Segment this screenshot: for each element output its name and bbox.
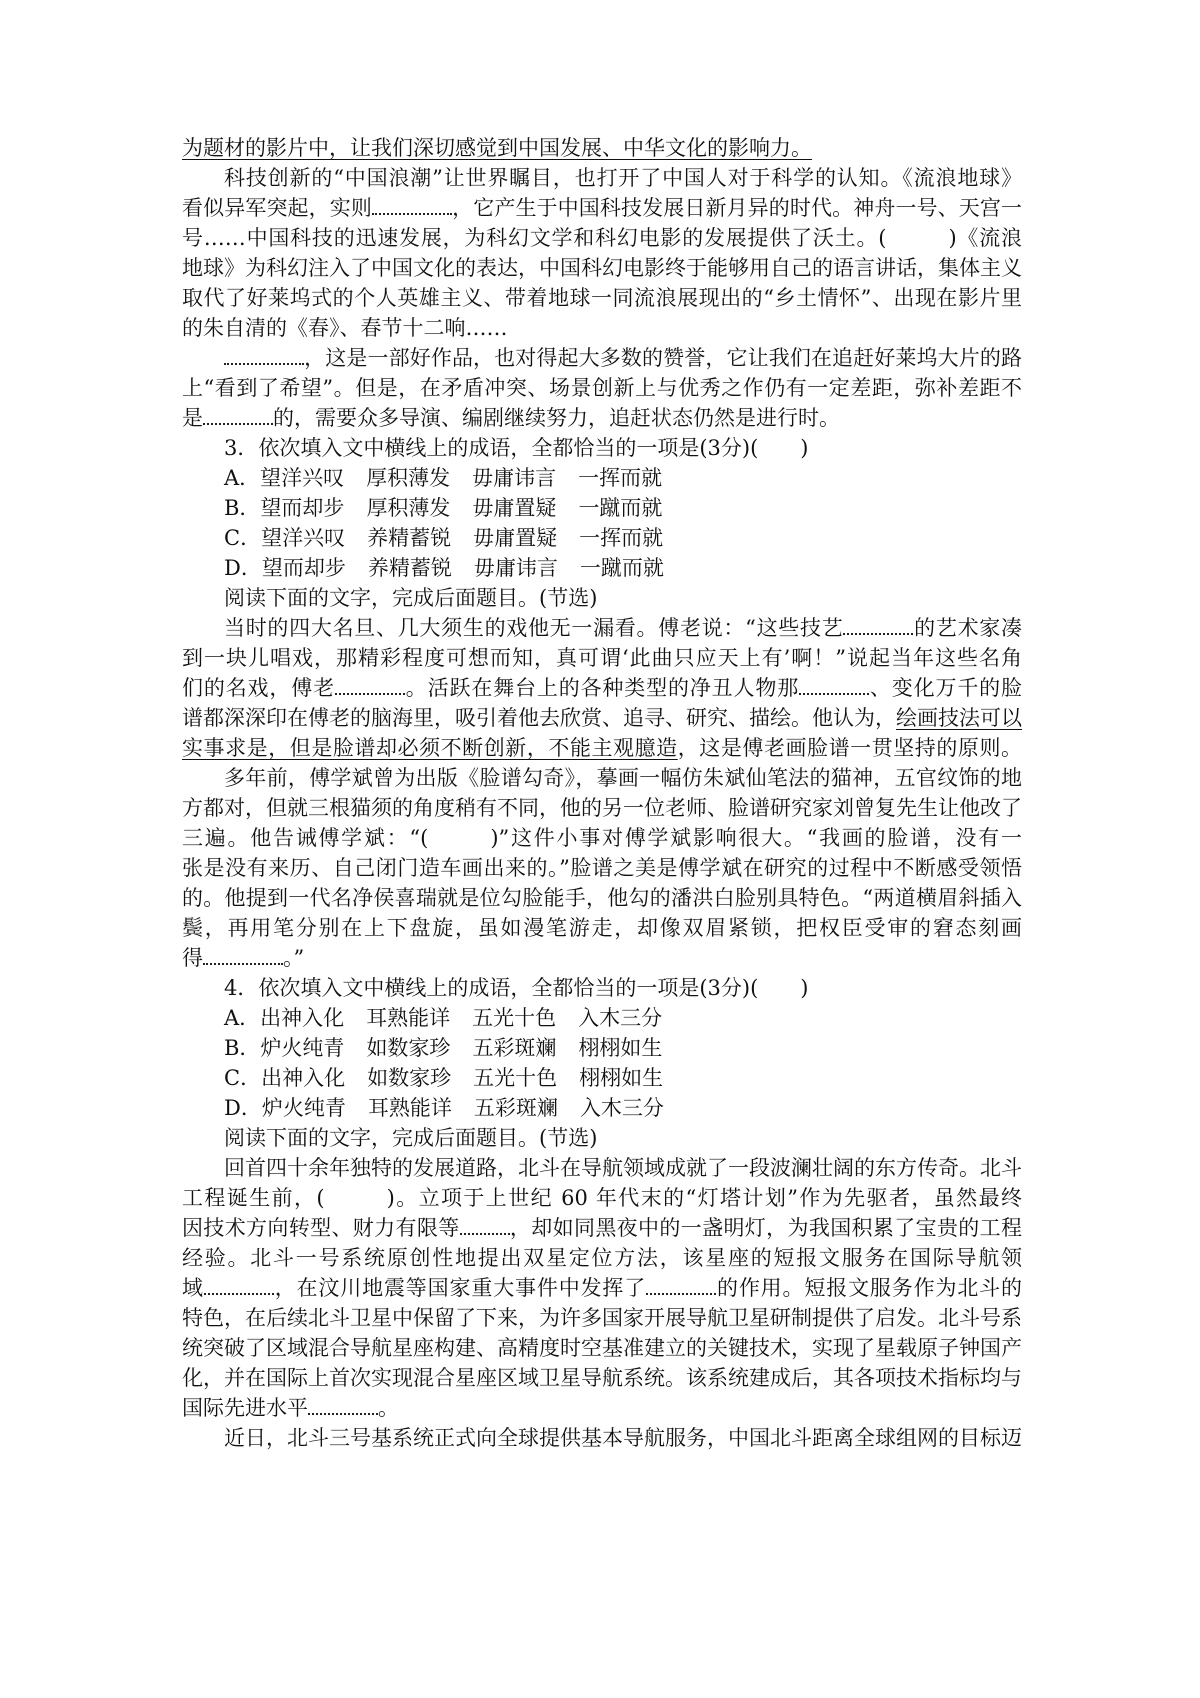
blank-5[interactable] bbox=[335, 673, 405, 695]
passage1-line-2: 科技创新的“中国浪潮”让世界瞩目，也打开了中国人对于科学的认知。《流浪地球》 bbox=[224, 166, 1022, 190]
passage2-line-7: 方都对，但就三根猫须的角度稍有不同，他的另一位老师、脸谱研究家刘曾复先生让他改了 bbox=[182, 796, 1022, 820]
passage1-line-3: 看似异军突起，实则 ，它产生于中国科技发展日新月异的时代。神舟一号、天宫一 bbox=[182, 193, 1022, 223]
q3-option-c[interactable]: C．望洋兴叹 养精蓄锐 毋庸置疑 一挥而就 bbox=[224, 526, 664, 550]
passage2-line-1: 当时的四大名旦、几大须生的戏他无一漏看。傅老说：“这些技艺 的艺术家凑 bbox=[224, 613, 1022, 643]
blank-11[interactable] bbox=[308, 1393, 378, 1415]
q3-option-b[interactable]: B．望而却步 厚积薄发 毋庸置疑 一蹴而就 bbox=[224, 496, 663, 520]
passage1-line-1 bbox=[182, 133, 1022, 163]
question-3-stem: 3．依次填入文中横线上的成语，全都恰当的一项是(3分)( ) bbox=[224, 436, 809, 460]
passage1-line-4: 号……中国科技的迅速发展，为科幻文学和科幻电影的发展提供了沃土。( )《流浪 bbox=[182, 226, 1022, 250]
passage1-line-5: 地球》为科幻注入了中国文化的表达，中国科幻电影终于能够用自己的语言讲话，集体主义 bbox=[182, 256, 1022, 280]
passage3-line-1: 回首四十余年独特的发展道路，北斗在导航领域成就了一段波澜壮阔的东方传奇。北斗 bbox=[224, 1156, 1022, 1180]
passage2-line-11: 鬓，再用笔分别在上下盘旋，虽如漫笔游走，却像双眉紧锁，把权臣受审的窘态刻画 bbox=[182, 916, 1022, 940]
passage1-line-6: 取代了好莱坞式的个人英雄主义、带着地球一同流浪展现出的“乡土情怀”、出现在影片里 bbox=[182, 286, 1022, 310]
passage2-line-9: 张是没有来历、自己闭门造车画出来的。”脸谱之美是傅学斌在研究的过程中不断感受领悟 bbox=[182, 856, 1022, 880]
blank-2[interactable] bbox=[224, 343, 304, 365]
passage3-line-4: 经验。北斗一号系统原创性地提出双星定位方法，该星座的短报文服务在国际导航领 bbox=[182, 1246, 1022, 1270]
q3-option-d[interactable]: D．望而却步 养精蓄锐 毋庸讳言 一蹴而就 bbox=[224, 556, 664, 580]
passage3-line-3: 因技术方向转型、财力有限等 ，却如同黑夜中的一盏明灯，为我国积累了宝贵的工程 bbox=[182, 1213, 1022, 1243]
blank-1[interactable] bbox=[372, 193, 452, 215]
passage1-line-10: 是 的，需要众多导演、编剧继续努力，追赶状态仍然是进行时。 bbox=[182, 403, 1022, 433]
passage2-line-8: 三遍。他告诫傅学斌：“( )”这件小事对傅学斌影响很大。“我画的脸谱，没有一 bbox=[182, 826, 1022, 850]
blank-9[interactable] bbox=[204, 1273, 274, 1295]
passage2-line-2: 到一块儿唱戏，那精彩程度可想而知，真可谓‘此曲只应天上有’啊！”说起当年这些名角 bbox=[182, 646, 1022, 670]
q4-option-d[interactable]: D．炉火纯青 耳熟能详 五彩斑斓 入木三分 bbox=[224, 1096, 664, 1120]
passage2-line-12: 得 。” bbox=[182, 943, 1022, 973]
underlined-sentence: 为题材的影片中，让我们深切感觉到中国发展、中华文化的影响力。 bbox=[182, 136, 812, 160]
passage1-line-9: 上“看到了希望”。但是，在矛盾冲突、场景创新上与优秀之作仍有一定差距，弥补差距不 bbox=[182, 376, 1022, 400]
blank-3[interactable] bbox=[203, 403, 273, 425]
passage3-line-8: 化，并在国际上首次实现混合星座区域卫星导航系统。该系统建成后，其各项技术指标均与 bbox=[182, 1366, 1022, 1390]
passage3-line-6: 特色，在后续北斗卫星中保留了下来，为许多国家开展导航卫星研制提供了启发。北斗号系 bbox=[182, 1306, 1022, 1330]
passage1-line-7: 的朱自清的《春》、春节十二响…… bbox=[182, 316, 508, 340]
q4-option-a[interactable]: A．出神入化 耳熟能详 五光十色 入木三分 bbox=[224, 1006, 663, 1030]
reading-instruction-1: 阅读下面的文字，完成后面题目。(节选) bbox=[224, 586, 598, 610]
passage1-line-8: ，这是一部好作品，也对得起大多数的赞誉，它让我们在追赶好莱坞大片的路 bbox=[224, 343, 1022, 373]
passage3-line-5: 域 ，在汶川地震等国家重大事件中发挥了 的作用。短报文服务作为北斗的 bbox=[182, 1273, 1022, 1303]
underlined-sentence-end: 实事求是，但是脸谱却必须不断创新，不能主观臆造 bbox=[182, 736, 678, 760]
passage3-line-9: 国际先进水平 。 bbox=[182, 1393, 1022, 1423]
passage2-line-5: 实事求是，但是脸谱却必须不断创新，不能主观臆造，这是傅老画脸谱一贯坚持的原则。 bbox=[182, 736, 1023, 760]
passage2-line-4: 谱都深深印在傅老的脑海里，吸引着他去欣赏、追寻、研究、描绘。他认为，绘画技法可以 bbox=[182, 706, 1022, 730]
blank-7[interactable] bbox=[203, 943, 283, 965]
passage3-line-7: 统突破了区域混合导航星座构建、高精度时空基准建立的关键技术，实现了星载原子钟国产 bbox=[182, 1336, 1022, 1360]
blank-8[interactable] bbox=[460, 1213, 510, 1235]
reading-instruction-2: 阅读下面的文字，完成后面题目。(节选) bbox=[224, 1126, 598, 1150]
blank-10[interactable] bbox=[646, 1273, 716, 1295]
passage3-line-10: 近日，北斗三号基系统正式向全球提供基本导航服务，中国北斗距离全球组网的目标迈 bbox=[224, 1426, 1022, 1450]
passage2-line-3: 们的名戏，傅老 。活跃在舞台上的各种类型的净丑人物那 、变化万千的脸 bbox=[182, 673, 1022, 703]
blank-6[interactable] bbox=[799, 673, 869, 695]
passage2-line-6: 多年前，傅学斌曾为出版《脸谱勾奇》，摹画一幅仿朱斌仙笔法的猫神，五官纹饰的地 bbox=[224, 766, 1022, 790]
q4-option-b[interactable]: B．炉火纯青 如数家珍 五彩斑斓 栩栩如生 bbox=[224, 1036, 663, 1060]
passage2-line-10: 的。他提到一代名净侯喜瑞就是位勾脸能手，他勾的潘洪白脸别具特色。“两道横眉斜插入 bbox=[182, 886, 1022, 910]
blank-4[interactable] bbox=[843, 613, 913, 635]
question-4-stem: 4．依次填入文中横线上的成语，全都恰当的一项是(3分)( ) bbox=[224, 976, 809, 1000]
underlined-sentence-start: 绘画技法可以 bbox=[896, 706, 1022, 730]
passage3-line-2: 工程诞生前，( )。立项于上世纪 60 年代末的“灯塔计划”作为先驱者，虽然最终 bbox=[182, 1186, 1022, 1210]
q4-option-c[interactable]: C．出神入化 如数家珍 五光十色 栩栩如生 bbox=[224, 1066, 664, 1090]
q3-option-a[interactable]: A．望洋兴叹 厚积薄发 毋庸讳言 一挥而就 bbox=[224, 466, 663, 490]
